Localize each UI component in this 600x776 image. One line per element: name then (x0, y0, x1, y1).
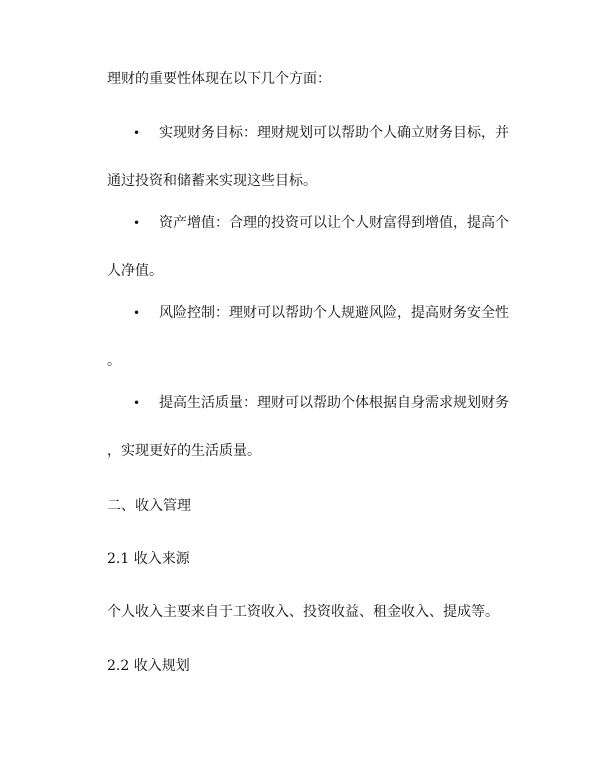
bullet-text-line1: 实现财务目标：理财规划可以帮助个人确立财务目标，并 (159, 125, 509, 141)
bullet-text-line2: 人净值。 (107, 263, 163, 279)
bullet-dot-icon: • (133, 396, 141, 410)
bullet-dot-icon: • (133, 306, 141, 320)
bullet-text-line2: 。 (107, 353, 121, 369)
subsection-heading-income-sources: 2.1 收入来源 (107, 551, 190, 567)
bullet-text-line2: ，实现更好的生活质量。 (107, 443, 261, 459)
bullet-text-line1: 风险控制：理财可以帮助个人规避风险，提高财务安全性 (159, 305, 509, 321)
bullet-dot-icon: • (133, 126, 141, 140)
bullet-dot-icon: • (133, 216, 141, 230)
section-heading-income-management: 二、收入管理 (107, 498, 191, 514)
bullet-text-line1: 资产增值：合理的投资可以让个人财富得到增值，提高个 (159, 215, 509, 231)
subsection-heading-income-planning: 2.2 收入规划 (107, 658, 190, 674)
income-sources-paragraph: 个人收入主要来自于工资收入、投资收益、租金收入、提成等。 (107, 604, 499, 620)
intro-paragraph: 理财的重要性体现在以下几个方面： (107, 71, 331, 87)
bullet-text-line2: 通过投资和储蓄来实现这些目标。 (107, 173, 317, 189)
bullet-text-line1: 提高生活质量：理财可以帮助个体根据自身需求规划财务 (159, 395, 509, 411)
